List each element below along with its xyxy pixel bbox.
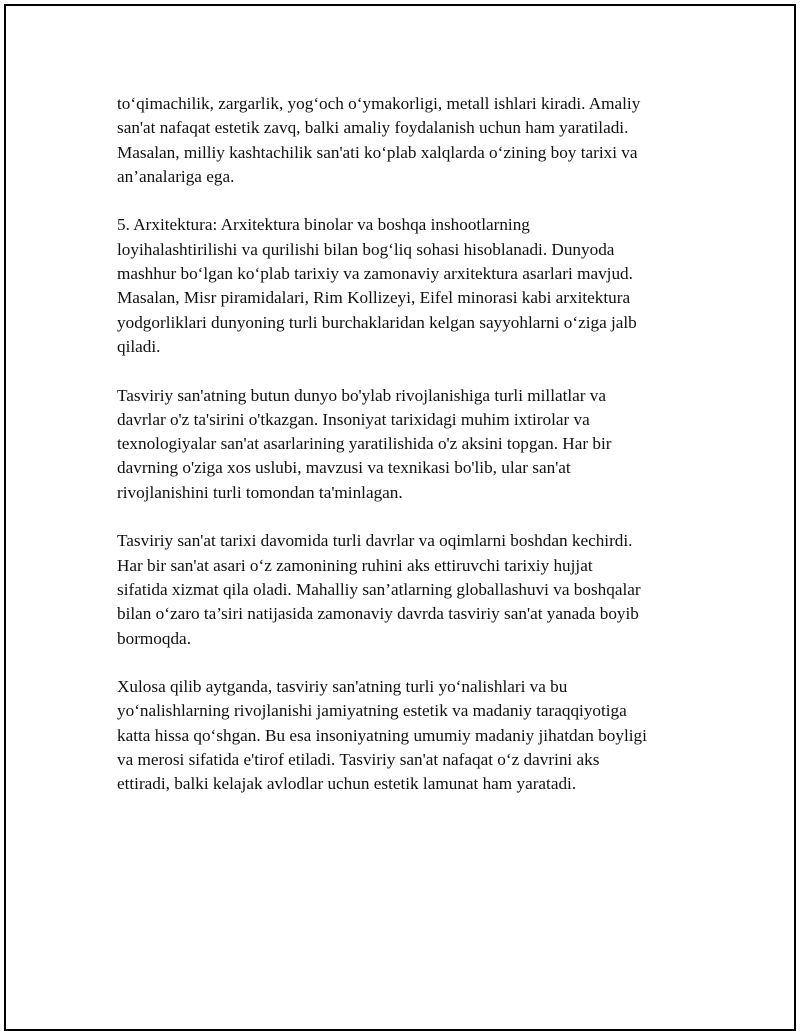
document-body bbox=[117, 92, 697, 821]
paragraph-global-development bbox=[117, 384, 697, 505]
text-line: rivojlanishini turli tomondan ta'minlagan. bbox=[117, 482, 403, 502]
text-line: loyihalashtirilishi va qurilishi bilan bog‘liq sohasi hisoblanadi. Dunyoda bbox=[117, 239, 615, 259]
text-line: Xulosa qilib aytganda, tasviriy san'atning turli yo‘nalishlari va bu bbox=[117, 677, 568, 697]
text-line: texnologiyalar san'at asarlarining yaratilishida o'z aksini topgan. Har bir bbox=[117, 434, 612, 454]
text-line: va merosi sifatida e'tirof etiladi. Tasviriy san'at nafaqat o‘z davrini aks bbox=[117, 750, 600, 770]
text-line: sifatida xizmat qila oladi. Mahalliy san’atlarning globallashuvi va boshqalar bbox=[117, 579, 641, 599]
text-line: 5. Arxitektura: Arxitektura binolar va boshqa inshootlarning bbox=[117, 215, 530, 235]
text-line: an’analariga ega. bbox=[117, 166, 235, 186]
text-line: Tasviriy san'atning butun dunyo bo'ylab rivojlanishiga turli millatlar va bbox=[117, 385, 607, 405]
text-line: yo‘nalishlarning rivojlanishi jamiyatning estetik va madaniy taraqqiyotiga bbox=[117, 701, 627, 721]
text-line: san'at nafaqat estetik zavq, balki amaliy foydalanish uchun ham yaratiladi. bbox=[117, 118, 629, 138]
paragraph-applied-arts bbox=[117, 92, 697, 189]
text-line: davrning o'ziga xos uslubi, mavzusi va texnikasi bo'lib, ular san'at bbox=[117, 458, 571, 478]
text-line: Masalan, milliy kashtachilik san'ati ko‘plab xalqlarda o‘zining boy tarixi va bbox=[117, 142, 638, 162]
paragraph-conclusion bbox=[117, 675, 697, 796]
text-line: bilan o‘zaro ta’siri natijasida zamonaviy davrda tasviriy san'at yanada boyib bbox=[117, 604, 639, 624]
text-line: qiladi. bbox=[117, 336, 161, 356]
paragraph-art-history bbox=[117, 529, 697, 650]
text-line: Tasviriy san'at tarixi davomida turli davrlar va oqimlarni boshdan kechirdi. bbox=[117, 531, 633, 551]
text-line: Masalan, Misr piramidalari, Rim Kollizeyi, Eifel minorasi kabi arxitektura bbox=[117, 288, 631, 308]
text-line: davrlar o'z ta'sirini o'tkazgan. Insoniyat tarixidagi muhim ixtirolar va bbox=[117, 409, 590, 429]
text-line: Har bir san'at asari o‘z zamonining ruhini aks ettiruvchi tarixiy hujjat bbox=[117, 555, 593, 575]
text-line: yodgorliklari dunyoning turli burchaklaridan kelgan sayyohlarni o‘ziga jalb bbox=[117, 312, 637, 332]
paragraph-architecture bbox=[117, 213, 697, 359]
text-line: mashhur bo‘lgan ko‘plab tarixiy va zamonaviy arxitektura asarlari mavjud. bbox=[117, 264, 633, 284]
text-line: bormoqda. bbox=[117, 628, 191, 648]
text-line: katta hissa qo‘shgan. Bu esa insoniyatning umumiy madaniy jihatdan boyligi bbox=[117, 725, 647, 745]
text-line: ettiradi, balki kelajak avlodlar uchun estetik lamunat ham yaratadi. bbox=[117, 774, 577, 794]
text-line: to‘qimachilik, zargarlik, yog‘och o‘ymakorligi, metall ishlari kiradi. Amaliy bbox=[117, 94, 641, 113]
